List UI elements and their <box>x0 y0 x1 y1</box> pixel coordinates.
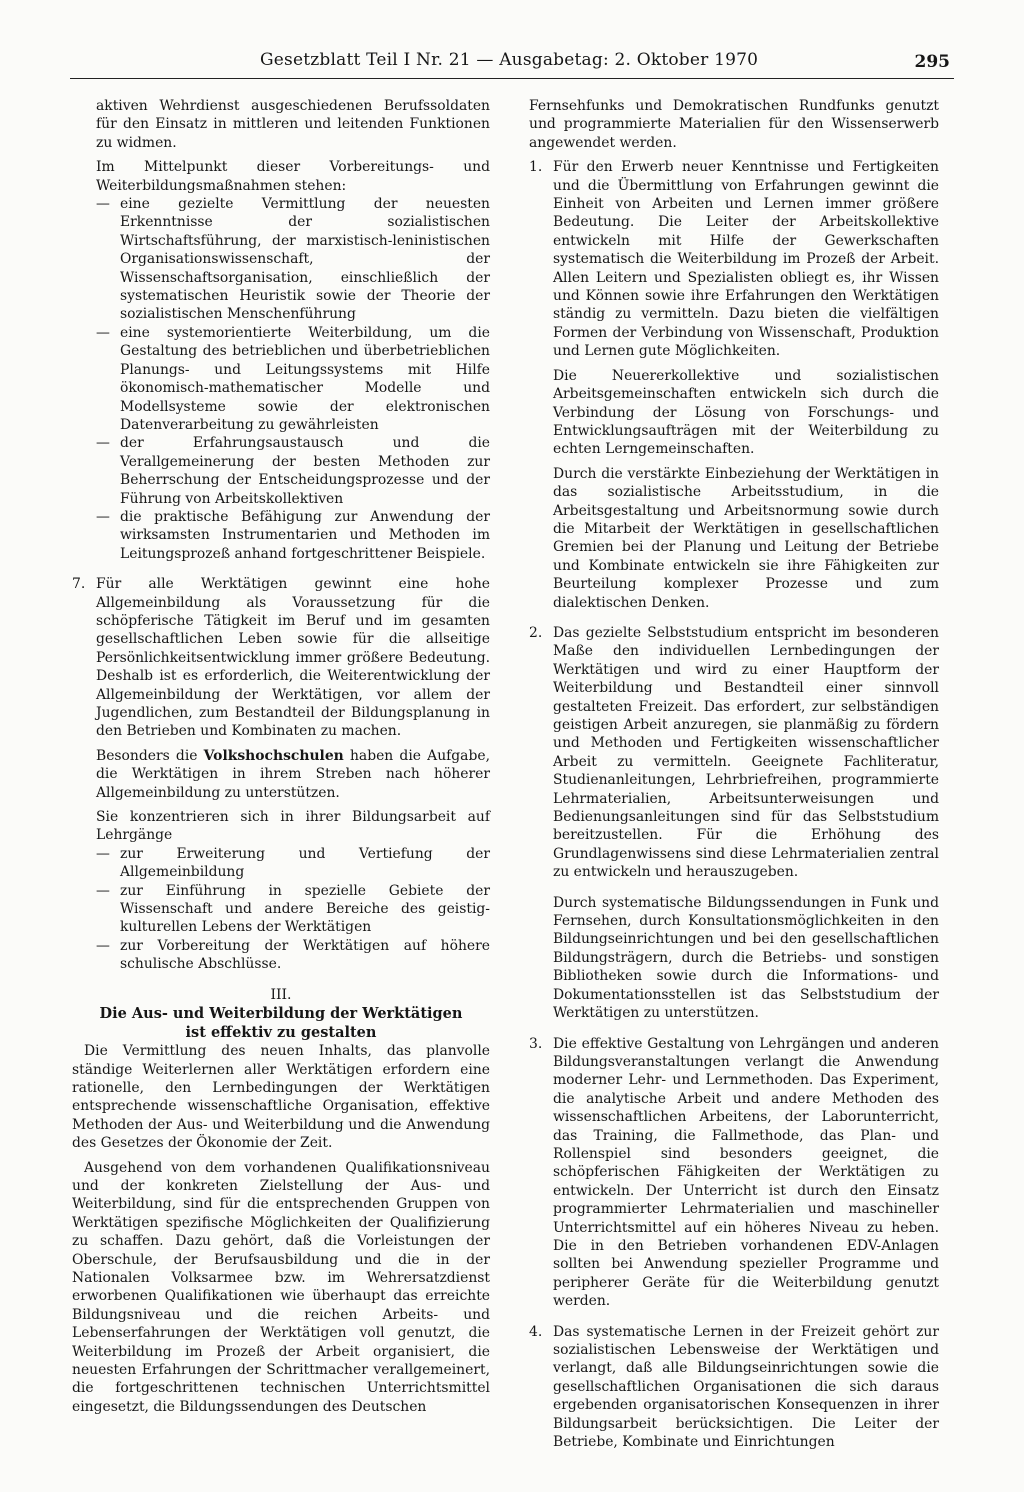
text-run: haben die Aufgabe, die Werktätigen in ihrem Streben nach höherer Allgemeinbildung zu unterstützen. <box>96 747 490 801</box>
right-column <box>529 97 939 1451</box>
item-number: 7. <box>72 576 86 593</box>
list-item-text: zur Einführung in spezielle Gebiete der Wissenschaft und andere Bereiche des geistig-kulturellen Lebens der Werktätigen <box>120 882 490 936</box>
numbered-item-4 <box>529 1323 939 1452</box>
list-item <box>96 434 490 508</box>
paragraph: Ausgehend von dem vorhandenen Qualifikationsniveau und der konkreten Zielstellung der Aus- und Weiterbildung, sind für die entsprechenden Gruppen von Werktätigen spezifische Möglichkeiten der Qualifizierung zu schaffen. Dazu gehört, daß die Vorleistungen der Oberschule, der Berufsausbildung und die in der Nationalen Volksarmee bzw. im Wehrersatzdienst erworbenen Qualifikationen wie überhaupt das erreichte Bildungsniveau und die reichen Arbeits- und Lebenserfahrungen der Werktätigen voll genutzt, die Weiterbildung im Prozeß der Arbeit organisiert, die neuesten Erfahrungen der Schrittmacher verallgemeinert, die fortgeschrittenen technischen Unterrichtsmittel eingesetzt, die Bildungssendungen des Deutschen <box>72 1159 490 1415</box>
paragraph <box>96 747 490 802</box>
paragraph: Die Vermittlung des neuen Inhalts, das planvolle ständige Weiterlernen aller Werktätigen erfordern eine rationelle, den Lernbedingungen der Werktätigen entsprechende wissenschaftliche Organisation, effektive Methoden der Aus- und Weiterbildung und die Anwendung des Gesetzes der Ökonomie der Zeit. <box>72 1043 490 1152</box>
list-item-text: der Erfahrungsaustausch und die Verallgemeinerung der besten Methoden zur Beherrschung der Entscheidungsprozesse und der Führung von Arbeitskollektiven <box>120 435 490 507</box>
paragraph: Im Mittelpunkt dieser Vorbereitungs- und Weiterbildungsmaßnahmen stehen: <box>96 159 490 194</box>
bullet-list <box>96 195 490 563</box>
list-item <box>96 508 490 563</box>
list-item-text: zur Erweiterung und Vertiefung der Allgemeinbildung <box>120 845 490 881</box>
list-item <box>96 882 490 937</box>
numbered-item-3 <box>529 1035 939 1311</box>
section-number: III. <box>270 986 292 1003</box>
list-item <box>96 195 490 324</box>
paragraph: Durch die verstärkte Einbeziehung der Werktätigen in das sozialistische Arbeitsstudium, in die Arbeitsgestaltung und Arbeitsnormung sowie durch die Mitarbeit der Werktätigen in gesellschaftlichen Gremien bei der Planung und Leitung der Betriebe und Kombinate entwickeln sie ihre Fähigkeiten zur Beurteilung komplexer Prozesse und zum dialektischen Denken. <box>553 465 939 611</box>
item-text: Für alle Werktätigen gewinnt eine hohe Allgemeinbildung als Voraussetzung für die schöpferische Tätigkeit im Beruf und im gesamten gesellschaftlichen Leben sowie für die allseitige Persönlichkeitsentwicklung immer größere Bedeutung. Deshalb ist es erforderlich, die Weiterentwicklung der Allgemeinbildung der Werktätigen, vor allem der Jugendlichen, zum Bestandteil der Bildungsplanung in den Betrieben und Kombinaten zu machen. <box>96 576 490 740</box>
dash-marker: — <box>96 508 110 525</box>
list-item-text: eine systemorientierte Weiterbildung, um die Gestaltung des betrieblichen und überbetrieblichen Planungs- und Leitungssystems mit Hilfe ökonomisch-mathematischer Modelle und Modellsysteme sowie der elektronischen Datenverarbeitung zu gewährleisten <box>120 324 490 433</box>
item-number: 3. <box>529 1035 543 1052</box>
paragraph: Fernsehfunks und Demokratischen Rundfunks genutzt und programmierte Materialien für den Wissenserwerb angewendet werden. <box>529 98 939 151</box>
list-item-text: eine gezielte Vermittlung der neuesten Erkenntnisse der sozialistischen Wirtschaftsführung, der marxistisch-leninistischen Organisationswissenschaft, der Wissenschaftsorganisation, einschließlich der systematischen Heuristik sowie der Theorie der sozialistischen Menschenführung <box>120 196 490 323</box>
item-text: Das systematische Lernen in der Freizeit gehört zur sozialistischen Lebensweise der Werktätigen und verlangt, daß alle Bildungseinrichtungen sowie die gesellschaftlichen Organisationen die sich daraus ergebenden organisatorischen Konsequenzen in ihrer Bildungsarbeit berücksichtigen. Die Leiter der Betriebe, Kombinate und Einrichtungen <box>553 1323 939 1451</box>
paragraph: aktiven Wehrdienst ausgeschiedenen Berufssoldaten für den Einsatz in mittleren und leitenden Funktionen zu widmen. <box>96 98 490 151</box>
section-title-line: Die Aus- und Weiterbildung der Werktätigen <box>99 1005 463 1023</box>
item-text: Für den Erwerb neuer Kenntnisse und Fertigkeiten und die Übermittlung von Erfahrungen gewinnt die Einheit von Arbeiten und Lernen immer größere Bedeutung. Die Leiter der Arbeitskollektive entwickeln mit Hilfe der Gewerkschaften systematisch die Weiterbildung im Prozeß der Arbeit. Allen Leitern und Spezialisten obliegt es, ihr Wissen und Können sowie ihre Erfahrungen den Werktätigen ständig zu vermitteln. Dazu bieten die vielfältigen Formen der Verbindung von Wissenschaft, Produktion und Lernen gute Möglichkeiten. <box>553 159 939 360</box>
numbered-item-7 <box>72 575 490 741</box>
paragraph: Die Neuererkollektive und sozialistischen Arbeitsgemeinschaften entwickeln sich durch die Verbindung der Lösung von Forschungs- und Entwicklungsaufträgen mit der Weiterbildung zu echten Lerngemeinschaften. <box>553 367 939 458</box>
dash-marker: — <box>96 196 110 213</box>
numbered-item-1 <box>529 158 939 360</box>
dash-marker: — <box>96 845 110 862</box>
left-column <box>72 97 490 1416</box>
page-header <box>70 48 954 79</box>
list-item-text: die praktische Befähigung zur Anwendung der wirksamsten Instrumentarien und Methoden im Leitungsprozeß anhand fortgeschrittener Beispiele. <box>120 508 490 562</box>
list-item <box>96 845 490 882</box>
list-item <box>96 937 490 974</box>
item-number: 4. <box>529 1323 543 1340</box>
section-title-line: ist effektiv zu gestalten <box>185 1024 377 1042</box>
dash-marker: — <box>96 324 110 341</box>
item-text: Das gezielte Selbststudium entspricht im besonderen Maße den individuellen Lernbedingungen der Werktätigen und wird zu einer Hauptform der Weiterbildung und Bestandteil einer sinnvoll gestalteten Freizeit. Das erfordert, zur selbständigen geistigen Arbeit anzuregen, sie planmäßig zu fördern und Methoden und Fertigkeiten wissenschaftlicher Arbeit zu vermitteln. Geeignete Fachliteratur, Studienanleitungen, Lehrbriefreihen, programmierte Lehrmaterialien, Arbeitsunterweisungen und Bedienungsanleitungen sind für das Selbststudium bereitzustellen. Für die Erhöhung des Grundlagenwissens sind diese Lehrmaterialien zentral zu entwickeln und herauszugeben. <box>553 624 939 881</box>
bullet-list <box>96 845 490 974</box>
header-title: Gesetzblatt Teil I Nr. 21 — Ausgabetag: 2. Oktober 1970 <box>260 50 759 70</box>
list-item-text: zur Vorbereitung der Werktätigen auf höhere schulische Abschlüsse. <box>120 937 490 973</box>
paragraph: Sie konzentrieren sich in ihrer Bildungsarbeit auf Lehrgänge <box>96 809 490 844</box>
emphasis-volkshochschulen: Volkshochschulen <box>203 747 344 764</box>
dash-marker: — <box>96 937 110 954</box>
item-number: 2. <box>529 624 543 641</box>
numbered-item-2 <box>529 624 939 882</box>
item-text: Die effektive Gestaltung von Lehrgängen und anderen Bildungsveranstaltungen verlangt die Anwendung moderner Lehr- und Lernmethoden. Das Experiment, die analytische Arbeit und andere Methoden des wissenschaftlichen Arbeitens, der Laborunterricht, das Training, die Fallmethode, das Plan- und Rollenspiel sind besonders geeignet, die schöpferischen Fähigkeiten der Werktätigen zu entwickeln. Der Unterricht ist durch den Einsatz programmierter Lehrmaterialien und maschineller Unterrichtsmittel auf ein höheres Niveau zu heben. Die in den Betrieben vorhandenen EDV-Anlagen sollten bei Anwendung spezieller Programme und peripherer Geräte für die Weiterbildung genutzt werden. <box>553 1035 939 1310</box>
page-number: 295 <box>914 52 950 72</box>
list-item <box>96 324 490 434</box>
text-run: Besonders die <box>96 747 204 764</box>
dash-marker: — <box>96 882 110 899</box>
section-title <box>72 1004 490 1042</box>
item-number: 1. <box>529 159 543 176</box>
paragraph: Durch systematische Bildungssendungen in Funk und Fernsehen, durch Konsultationsmöglichkeiten in den Bildungseinrichtungen und bei den gesellschaftlichen Bildungsträgern, durch die Betriebs- und sonstigen Bibliotheken sowie durch die Informations- und Dokumentationsstellen ist das Selbststudium der Werktätigen zu unterstützen. <box>553 894 939 1022</box>
dash-marker: — <box>96 435 110 452</box>
